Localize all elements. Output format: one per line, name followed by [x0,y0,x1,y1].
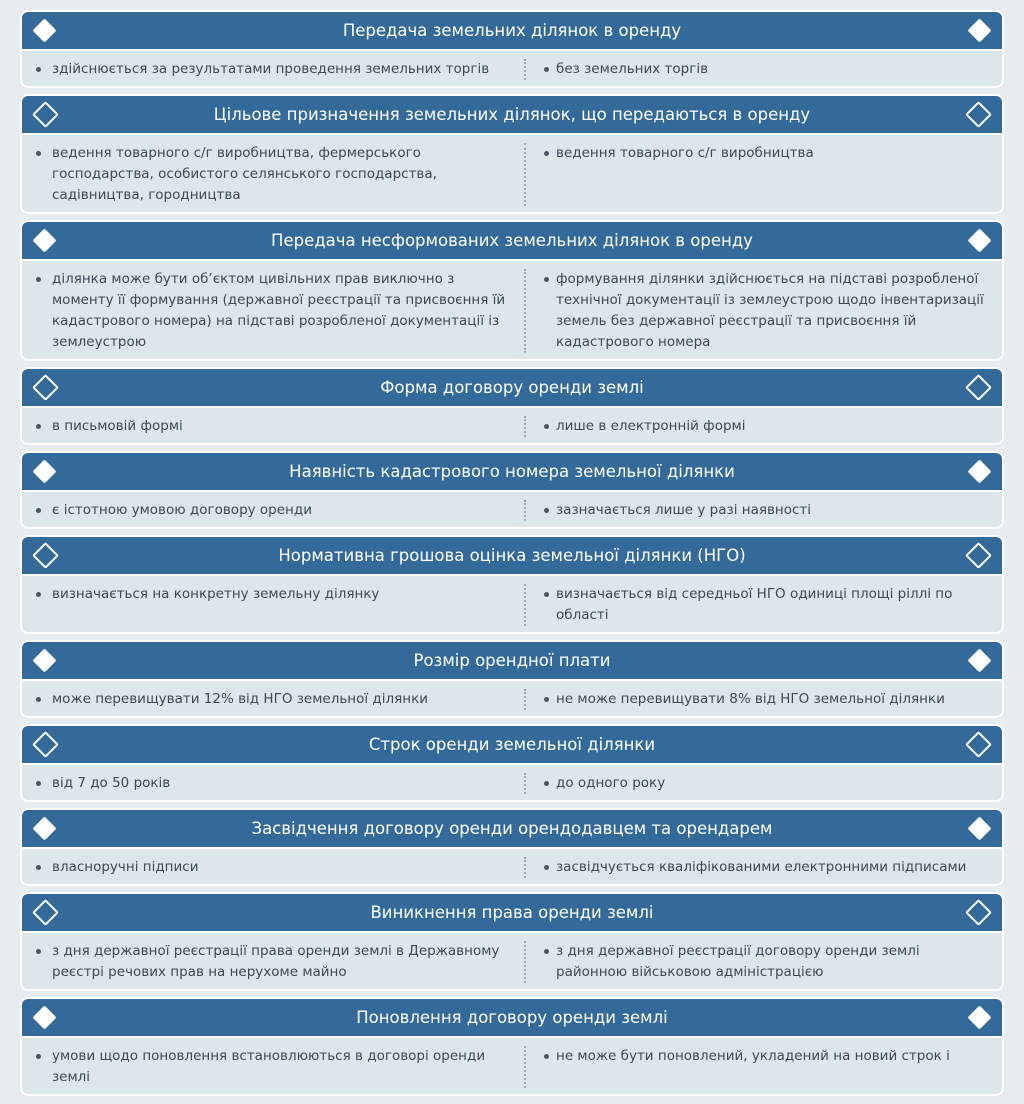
comparison-block [22,999,1002,1094]
section-header [22,894,1002,933]
section-header [22,999,1002,1038]
diamond-icon [32,374,59,401]
right-cell-text: лише в електронній формі [524,416,1002,437]
diamond-icon [965,101,992,128]
section-title: Наявність кадастрового номера земельної ділянки [289,462,735,481]
right-cell-text: не може бути поновлений, укладений на новий строк і [524,1046,1002,1088]
right-cell-text: ведення товарного с/г виробництва [524,143,1002,206]
section-header [22,222,1002,261]
left-cell-text: умови щодо поновлення встановлюються в договорі оренди землі [22,1046,524,1088]
diamond-icon [32,1005,56,1029]
left-cell-text: власноручні підписи [22,857,524,878]
right-cell-text: без земельних торгів [524,59,1002,80]
diamond-icon [32,228,56,252]
section-header [22,96,1002,135]
section-header [22,642,1002,681]
comparison-row [22,492,1002,527]
right-cell-text: не може перевищувати 8% від НГО земельної ділянки [524,689,1002,710]
comparison-block [22,453,1002,527]
right-cell-text: визначається від середньої НГО одиниці площі ріллі по області [524,584,1002,626]
comparison-block [22,222,1002,359]
comparison-block [22,12,1002,86]
section-header [22,810,1002,849]
diamond-icon [965,374,992,401]
comparison-row [22,933,1002,989]
comparison-block [22,369,1002,443]
section-title: Виникнення права оренди землі [370,903,654,922]
diamond-icon [967,18,991,42]
comparison-row [22,681,1002,716]
left-cell-text: від 7 до 50 років [22,773,524,794]
section-title: Засвідчення договору оренди орендодавцем та орендарем [251,819,773,838]
comparison-row [22,408,1002,443]
section-title: Строк оренди земельної ділянки [368,735,656,754]
comparison-row [22,765,1002,800]
section-header [22,453,1002,492]
diamond-icon [965,542,992,569]
left-cell-text: є істотною умовою договору оренди [22,500,524,521]
section-title: Передача земельних ділянок в оренду [342,21,682,40]
comparison-row [22,849,1002,884]
comparison-block [22,810,1002,884]
diamond-icon [965,731,992,758]
comparison-row [22,135,1002,212]
comparison-list [0,12,1024,1104]
comparison-block [22,894,1002,989]
section-title: Поновлення договору оренди землі [356,1008,668,1027]
diamond-icon [32,101,59,128]
diamond-icon [967,816,991,840]
diamond-icon [32,816,56,840]
comparison-block [22,642,1002,716]
section-title: Нормативна грошова оцінка земельної ділянки (НГО) [278,546,746,565]
section-title: Форма договору оренди землі [380,378,644,397]
comparison-block [22,537,1002,632]
diamond-icon [32,731,59,758]
diamond-icon [32,18,56,42]
diamond-icon [32,899,59,926]
left-cell-text: в письмовій формі [22,416,524,437]
comparison-row [22,261,1002,359]
left-cell-text: з дня державної реєстрації права оренди землі в Державному реєстрі речових прав на нерухоме майно [22,941,524,983]
right-cell-text: формування ділянки здійснюється на підставі розробленої технічної документації із землеустрою щодо інвентаризації земель без державної реєстрації та присвоєння їй кадастрового номера [524,269,1002,353]
left-cell-text: може перевищувати 12% від НГО земельної ділянки [22,689,524,710]
comparison-row [22,1038,1002,1094]
section-title: Передача несформованих земельних ділянок в оренду [271,231,753,250]
right-cell-text: до одного року [524,773,1002,794]
right-cell-text: з дня державної реєстрації договору оренди землі районною військовою адміністрацією [524,941,1002,983]
diamond-icon [967,648,991,672]
comparison-block [22,726,1002,800]
diamond-icon [32,648,56,672]
left-cell-text: визначається на конкретну земельну ділянку [22,584,524,626]
section-title: Розмір орендної плати [413,651,611,670]
right-cell-text: зазначається лише у разі наявності [524,500,1002,521]
left-cell-text: здійснюється за результатами проведення земельних торгів [22,59,524,80]
diamond-icon [965,899,992,926]
left-cell-text: ділянка може бути об’єктом цивільних прав виключно з моменту її формування (державної реєстрації та присвоєння їй кадастрового номера) на підставі розробленої документації із землеустрою [22,269,524,353]
section-title: Цільове призначення земельних ділянок, що передаються в оренду [213,105,811,124]
diamond-icon [967,228,991,252]
section-header [22,726,1002,765]
diamond-icon [32,459,56,483]
left-cell-text: ведення товарного с/г виробництва, фермерського господарства, особистого селянського господарства, садівництва, городництва [22,143,524,206]
diamond-icon [967,1005,991,1029]
section-header [22,537,1002,576]
section-header [22,12,1002,51]
comparison-row [22,51,1002,86]
right-cell-text: засвідчується кваліфікованими електронними підписами [524,857,1002,878]
comparison-block [22,96,1002,212]
diamond-icon [32,542,59,569]
comparison-row [22,576,1002,632]
section-header [22,369,1002,408]
diamond-icon [967,459,991,483]
